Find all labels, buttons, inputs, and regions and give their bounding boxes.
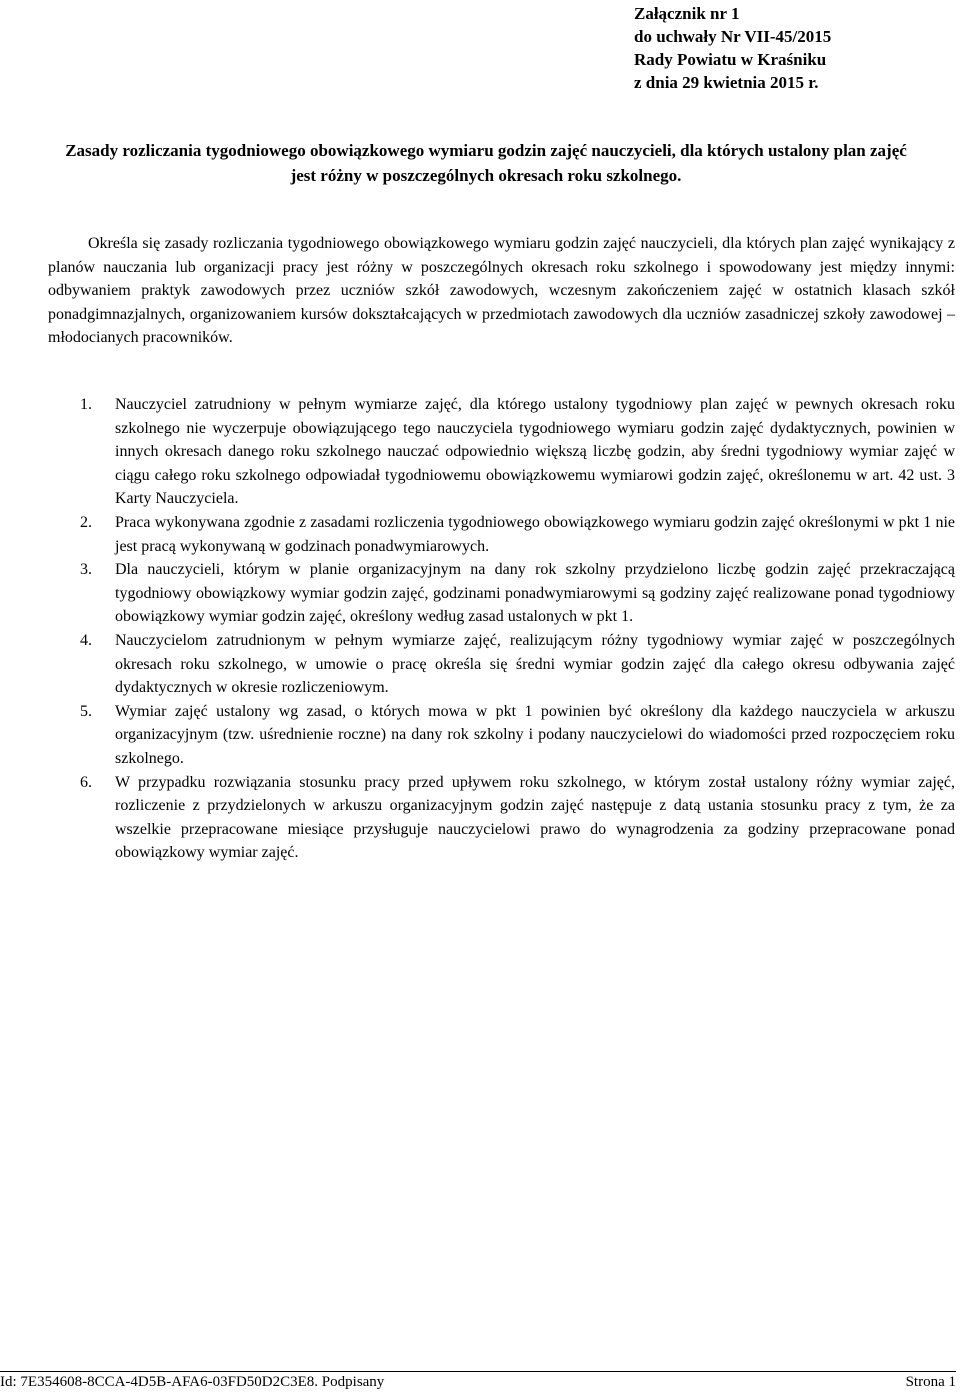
list-item [80, 771, 955, 865]
annex-header [634, 2, 831, 94]
page-footer [0, 1371, 956, 1392]
list-item [80, 511, 955, 558]
page-number: Strona 1 [905, 1374, 956, 1390]
list-item-text: Dla nauczycieli, którym w planie organizacyjnym na dany rok szkolny przydzielono liczbę godzin zajęć przekraczającą tygodniowy obowiązkowy wymiar godzin zajęć, godzinami ponadwymiarowymi są godziny zajęć realizowane ponad tygodniowy obowiązkowy wymiar godzin zajęć, określony według zasad ustalonych w pkt 1. [115, 561, 955, 626]
list-item-text: Nauczycielom zatrudnionym w pełnym wymiarze zajęć, realizującym różny tygodniowy wymiar zajęć w poszczególnych okresach roku szkolnego, w umowie o pracę określa się średni wymiar godzin zajęć dla całego okresu odbywania zajęć dydaktycznych w okresie rozliczeniowym. [115, 631, 955, 697]
list-item-text: W przypadku rozwiązania stosunku pracy przed upływem roku szkolnego, w którym został ustalony różny wymiar zajęć, rozliczenie z przydzielonych w arkuszu organizacyjnym godzin zajęć następuje z datą ustania stosunku pracy z tym, że za wszelkie przepracowane miesiące przysługuje nauczycielowi prawo do wynagrodzenia za godziny przepracowane ponad obowiązkowy wymiar zajęć. [115, 773, 955, 862]
intro-paragraph: Określa się zasady rozliczania tygodniowego obowiązkowego wymiaru godzin zajęć nauczycieli, dla których plan zajęć wynikający z planów nauczania lub organizacji pracy jest różny w poszczególnych okresach roku szkolnego i spowodowany jest między innymi: odbywaniem praktyk zawodowych przez uczniów szkół zawodowych, wczesnym zakończeniem zajęć w ostatnich klasach szkół ponadgimnazjalnych, organizowaniem kursów dokształcających w przedmiotach zawodowych dla uczniów zasadniczej szkoły zawodowej – młodocianych pracowników. [48, 235, 955, 347]
list-item-number: 2. [80, 513, 92, 531]
annex-line-4: z dnia 29 kwietnia 2015 r. [634, 73, 819, 92]
list-item [80, 558, 955, 629]
list-item-text: Nauczyciel zatrudniony w pełnym wymiarze zajęć, dla którego ustalony tygodniowy plan zajęć w pewnych okresach roku szkolnego nie wyczerpuje obowiązującego tego nauczyciela tygodniowego wymiaru godzin zajęć dydaktycznych, powinien w innych okresach danego roku szkolnego nauczać odpowiednio większą liczbę godzin, aby średni tygodniowy wymiar zajęć w ciągu całego roku szkolnego odpowiadał tygodniowemu obowiązkowemu wymiarowi godzin zajęć, określonemu w art. 42 ust. 3 Karty Nauczyciela. [115, 396, 955, 508]
annex-line-1: Załącznik nr 1 [634, 4, 740, 23]
rules-list [80, 393, 955, 865]
list-item-text: Praca wykonywana zgodnie z zasadami rozliczenia tygodniowego obowiązkowego wymiaru godzin zajęć określonymi w pkt 1 nie jest pracą wykonywaną w godzinach ponadwymiarowych. [115, 513, 955, 555]
list-item-number: 6. [80, 773, 92, 791]
document-title: Zasady rozliczania tygodniowego obowiązkowego wymiaru godzin zajęć nauczycieli, dla których ustalony plan zajęć jest różny w poszczególnych okresach roku szkolnego. [65, 141, 907, 185]
list-item [80, 700, 955, 771]
list-item-number: 4. [80, 631, 92, 649]
list-item-number: 5. [80, 702, 92, 720]
document-id: Id: 7E354608-8CCA-4D5B-AFA6-03FD50D2C3E8. Podpisany [0, 1374, 385, 1390]
annex-line-2: do uchwały Nr VII-45/2015 [634, 27, 832, 46]
list-item-text: Wymiar zajęć ustalony wg zasad, o których mowa w pkt 1 powinien być określony dla każdego nauczyciela w arkuszu organizacyjnym (tzw. uśrednienie roczne) na dany rok szkolny i podany nauczycielowi do wiadomości przed rozpoczęciem roku szkolnego. [115, 702, 955, 767]
list-item [80, 393, 955, 511]
list-item [80, 629, 955, 700]
list-item-number: 1. [80, 396, 92, 413]
annex-line-3: Rady Powiatu w Kraśniku [634, 50, 827, 69]
list-item-number: 3. [80, 561, 92, 579]
